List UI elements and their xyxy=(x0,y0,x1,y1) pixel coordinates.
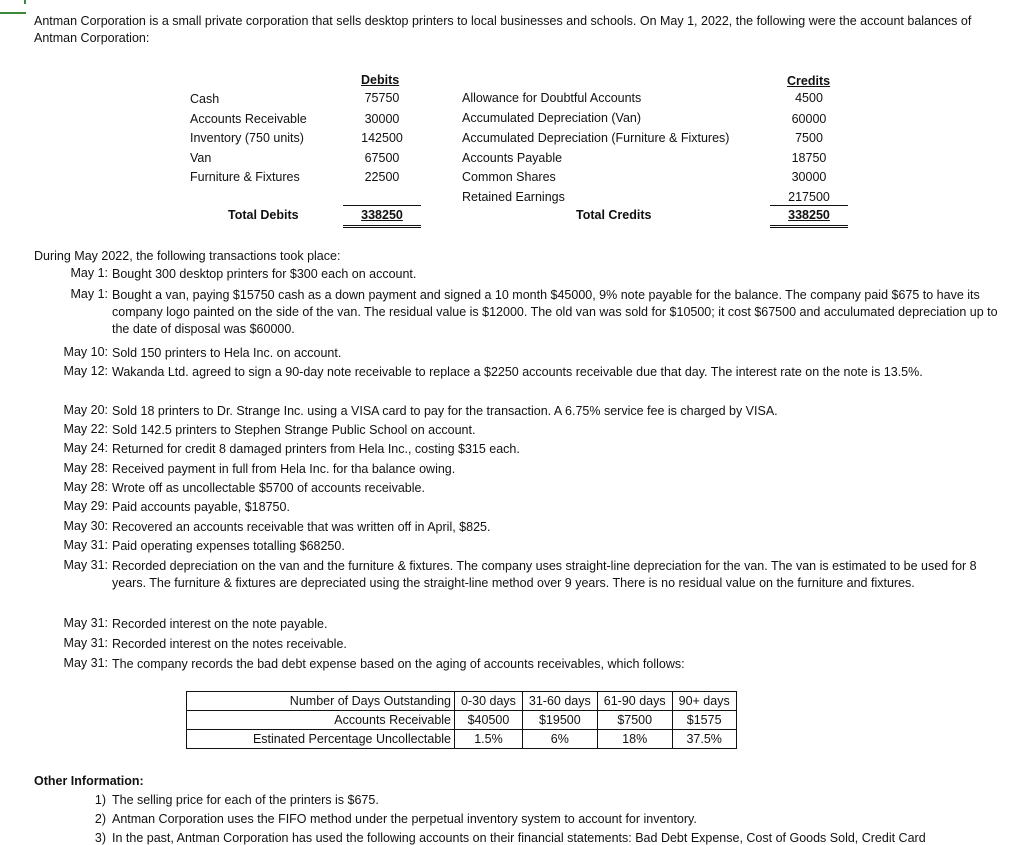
aging-cell: 18% xyxy=(597,730,672,749)
debits-header: Debits xyxy=(361,73,400,87)
transaction-text: Sold 18 printers to Dr. Strange Inc. using a VISA card to pay for the transaction. A 6.75% service fee is charged by VISA. xyxy=(112,404,778,418)
credit-account: Allowance for Doubtful Accounts xyxy=(462,91,642,105)
credit-amount: 7500 xyxy=(795,131,823,145)
transaction-text: Received payment in full from Hela Inc. for tha balance owing. xyxy=(112,462,456,476)
other-info-number: 3) xyxy=(94,831,106,845)
aging-cell: 61-90 days xyxy=(597,692,672,711)
total-credits-value: 338250 xyxy=(788,208,830,222)
credits-header: Credits xyxy=(787,74,831,88)
aging-row-label: Estinated Percentage Uncollectable xyxy=(187,730,455,749)
total-credits-label: Total Credits xyxy=(576,208,652,222)
transaction-date: May 31: xyxy=(63,636,108,650)
transaction-text: Sold 150 printers to Hela Inc. on account. xyxy=(112,346,342,360)
transaction-text: Recorded depreciation on the van and the furniture & fixtures. The company uses straight-line depreciation for the van. The van is estimated to be used for 8 years. The furniture & fixtures are depreciated using the straight-line method over 9 years. There is no residual value on the furniture and fixtures. xyxy=(112,559,977,590)
transaction-text: The company records the bad debt expense based on the aging of accounts receivables, which follows: xyxy=(112,657,685,671)
transaction-date: May 1: xyxy=(70,287,108,301)
credit-amount: 60000 xyxy=(791,112,827,126)
credit-account: Common Shares xyxy=(462,170,556,184)
debit-account: Inventory (750 units) xyxy=(190,131,304,145)
transaction-date: May 10: xyxy=(63,345,108,359)
aging-row-label: Number of Days Outstanding xyxy=(187,692,455,711)
transactions-intro: During May 2022, the following transactions took place: xyxy=(34,249,341,263)
credit-amount: 18750 xyxy=(791,151,827,165)
transaction-date: May 28: xyxy=(63,461,108,475)
credit-account: Retained Earnings xyxy=(462,190,565,204)
debit-double-rule-1 xyxy=(343,225,421,226)
debit-amount: 67500 xyxy=(364,151,400,165)
table-row xyxy=(187,711,737,730)
transaction-text: Wakanda Ltd. agreed to sign a 90-day note receivable to replace a $2250 accounts receivable due that day. The interest rate on the note is 13.5%. xyxy=(112,365,923,379)
credit-amount: 4500 xyxy=(795,91,823,105)
aging-table xyxy=(186,691,737,749)
debit-account: Furniture & Fixtures xyxy=(190,170,300,184)
credit-total-rule xyxy=(770,205,848,206)
corner-mark xyxy=(0,0,26,14)
credit-account: Accumulated Depreciation (Van) xyxy=(462,111,642,125)
aging-cell: 1.5% xyxy=(455,730,523,749)
intro-paragraph: Antman Corporation is a small private corporation that sells desktop printers to local businesses and schools. On May 1, 2022, the following were the account balances of Antman Corporation: xyxy=(34,14,972,45)
transaction-date: May 12: xyxy=(63,364,108,378)
other-info-number: 1) xyxy=(94,793,106,807)
other-info-text: Antman Corporation uses the FIFO method under the perpetual inventory system to account for inventory. xyxy=(112,812,697,826)
debit-account: Cash xyxy=(190,92,220,106)
debit-amount: 75750 xyxy=(364,91,400,105)
other-info-text: In the past, Antman Corporation has used the following accounts on their financial statements: Bad Debt Expense, Cost of Goods Sold, Credit Card xyxy=(112,831,926,845)
debit-amount: 22500 xyxy=(364,170,400,184)
transaction-text: Recorded interest on the note payable. xyxy=(112,617,328,631)
aging-cell: $7500 xyxy=(597,711,672,730)
transaction-date: May 20: xyxy=(63,403,108,417)
other-info-number: 2) xyxy=(94,812,106,826)
aging-cell: 90+ days xyxy=(672,692,736,711)
credit-account: Accumulated Depreciation (Furniture & Fixtures) xyxy=(462,131,730,145)
aging-cell: 37.5% xyxy=(672,730,736,749)
credit-amount: 30000 xyxy=(791,170,827,184)
total-debits-value: 338250 xyxy=(361,208,403,222)
aging-cell: $1575 xyxy=(672,711,736,730)
transaction-text: Paid operating expenses totalling $68250. xyxy=(112,539,345,553)
transaction-date: May 30: xyxy=(63,519,108,533)
credit-double-rule-1 xyxy=(770,225,848,226)
credit-account: Accounts Payable xyxy=(462,151,563,165)
transaction-text: Sold 142.5 printers to Stephen Strange Public School on account. xyxy=(112,423,476,437)
aging-cell: $19500 xyxy=(522,711,597,730)
transaction-text: Bought 300 desktop printers for $300 each on account. xyxy=(112,267,417,281)
transaction-text: Paid accounts payable, $18750. xyxy=(112,500,290,514)
other-info-title: Other Information: xyxy=(34,774,144,788)
transaction-date: May 31: xyxy=(63,656,108,670)
credit-amount: 217500 xyxy=(788,190,830,204)
aging-cell: 0-30 days xyxy=(455,692,523,711)
transaction-date: May 31: xyxy=(63,616,108,630)
table-row xyxy=(187,730,737,749)
debit-total-rule xyxy=(343,205,421,206)
debit-amount: 142500 xyxy=(361,131,403,145)
transaction-date: May 22: xyxy=(63,422,108,436)
table-row xyxy=(187,692,737,711)
debit-account: Accounts Receivable xyxy=(190,112,307,126)
transaction-date: May 29: xyxy=(63,499,108,513)
debit-double-rule-2 xyxy=(343,227,421,228)
aging-cell: 6% xyxy=(522,730,597,749)
debit-amount: 30000 xyxy=(364,112,400,126)
transaction-date: May 24: xyxy=(63,441,108,455)
debit-account: Van xyxy=(190,151,212,165)
transaction-date: May 1: xyxy=(70,266,108,280)
transaction-date: May 31: xyxy=(63,538,108,552)
transaction-text: Bought a van, paying $15750 cash as a down payment and signed a 10 month $45000, 9% note payable for the balance. The company paid $675 to have its company logo painted on the side of the van. The residual value is $12000. The old van was sold for $10500; it cost $67500 and acculumated depreciation up to the date of disposal was $60000. xyxy=(112,288,998,336)
transaction-date: May 28: xyxy=(63,480,108,494)
aging-cell: $40500 xyxy=(455,711,523,730)
transaction-text: Wrote off as uncollectable $5700 of accounts receivable. xyxy=(112,481,425,495)
credit-double-rule-2 xyxy=(770,227,848,228)
transaction-text: Returned for credit 8 damaged printers from Hela Inc., costing $315 each. xyxy=(112,442,520,456)
transaction-text: Recorded interest on the notes receivable. xyxy=(112,637,347,651)
other-info-text: The selling price for each of the printers is $675. xyxy=(112,793,379,807)
aging-row-label: Accounts Receivable xyxy=(187,711,455,730)
total-debits-label: Total Debits xyxy=(228,208,299,222)
aging-cell: 31-60 days xyxy=(522,692,597,711)
transaction-date: May 31: xyxy=(63,558,108,572)
transaction-text: Recovered an accounts receivable that was written off in April, $825. xyxy=(112,520,491,534)
